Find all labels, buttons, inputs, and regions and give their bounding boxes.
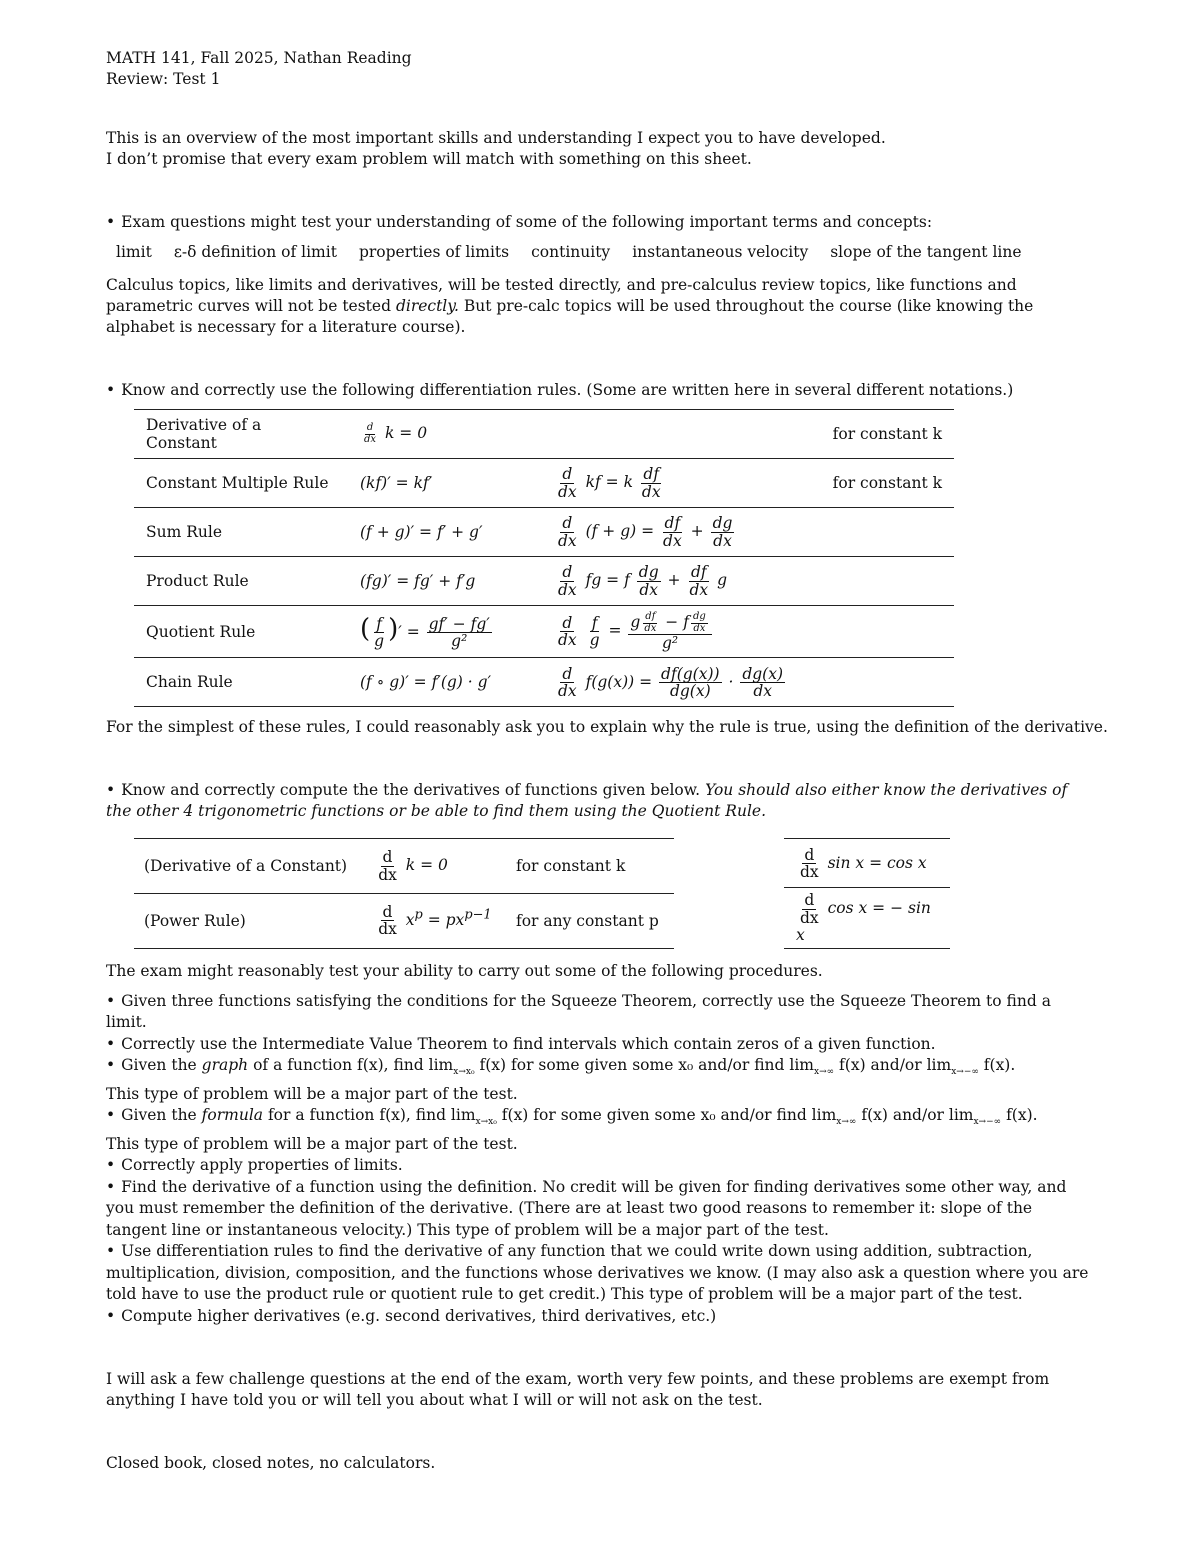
- rule-name: Derivative of a Constant: [146, 416, 262, 452]
- rule-name: Constant Multiple Rule: [146, 474, 329, 492]
- calc-topics-paragraph: Calculus topics, like limits and derivatives, will be tested directly, and pre-calculus review topics, like functions and parametric curves will not be tested directly. But pre-calc topics will be used throughout the course (like knowing the alphabet is necessary for a literature course).: [106, 276, 1034, 336]
- table-row: [134, 508, 954, 557]
- table-row: [134, 459, 954, 508]
- terms-heading: • Exam questions might test your understanding of some of the following important terms and concepts:: [106, 212, 1096, 233]
- intro-line-2: I don’t promise that every exam problem will match with something on this sheet.: [106, 150, 752, 168]
- deriv-name: (Power Rule): [144, 911, 246, 930]
- deriv-formula: $\frac{d}{dx}$ k = 0: [378, 848, 448, 884]
- procedure-item: • Correctly use the Intermediate Value Theorem to find intervals which contain zeros of a given function.: [106, 1034, 1096, 1056]
- deriv-name: (Derivative of a Constant): [144, 857, 348, 876]
- rule-formula-prime: (f ∘ g)′ = f′(g) · g′: [360, 673, 492, 692]
- table-row: [784, 839, 950, 888]
- procedure-item: • Given the graph of a function f(x), find $\lim_{x\to x_0} f(x)$ for some given some x₀ and/or find $\lim_{x\to\infty} f(x)$ and/or $\lim_{x\to-\infty} f(x)$. This type of problem will be a major part of the test.: [106, 1055, 1096, 1105]
- rule-formula-prime: ( $\frac{f}{g}$ )′ = $\frac{gf' - fg'}{\text{g²}}$: [360, 613, 490, 651]
- rule-formula-prime: (fg)′ = fg′ + f′g: [360, 572, 476, 590]
- table-row: [134, 606, 954, 658]
- term-item: properties of limits: [358, 243, 510, 261]
- rule-formula-leibniz: [542, 410, 796, 459]
- table-row: [784, 888, 950, 949]
- rule-note: for constant k: [832, 425, 942, 443]
- procedure-item: • Correctly apply properties of limits.: [106, 1155, 1096, 1177]
- procedures-intro: The exam might reasonably test your ability to carry out some of the following procedures.: [106, 961, 823, 980]
- rule-note: [796, 557, 954, 606]
- differentiation-rules-table: [134, 409, 954, 707]
- rule-note: for constant k: [832, 474, 942, 492]
- rule-name: Chain Rule: [146, 673, 233, 692]
- procedure-item: • Given the formula for a function f(x), find $\lim_{x\to x_0} f(x)$ for some given some x₀ and/or find $\lim_{x\to\infty} f(x)$ and/or $\lim_{x\to-\infty} f(x)$. This type of problem will be a major part of the test.: [106, 1105, 1096, 1155]
- term-item: continuity: [531, 243, 611, 261]
- closing-line: Closed book, closed notes, no calculators.: [106, 1454, 436, 1473]
- rule-name: Product Rule: [146, 572, 249, 590]
- rule-formula-prime: (kf)′ = kf′: [360, 474, 433, 492]
- derivatives-tables: [134, 838, 1096, 949]
- rule-note: [796, 606, 954, 658]
- deriv-note: for any constant p: [515, 911, 659, 930]
- trig-formula: $\frac{d}{dx}$ sin x = cos x: [800, 845, 927, 881]
- deriv-note: for constant k: [515, 857, 626, 876]
- table-row: [134, 658, 954, 707]
- procedure-item: • Given three functions satisfying the conditions for the Squeeze Theorem, correctly use the Squeeze Theorem to find a limit.: [106, 991, 1096, 1034]
- rule-formula-leibniz: $\frac{d}{dx}$ $\frac{f}{g}$ = g $\frac{df}{dx}$ − f $\frac{dg}{dx}$ g²: [542, 606, 796, 658]
- rule-name: Sum Rule: [146, 523, 223, 541]
- challenge-paragraph: I will ask a few challenge questions at the end of the exam, worth very few points, and these problems are exempt from anything I have told you or will tell you about what I will or will not ask on the test.: [106, 1370, 1050, 1410]
- rules-heading: • Know and correctly use the following differentiation rules. (Some are written here in several different notations.): [106, 380, 1096, 401]
- review-title: Review: Test 1: [106, 70, 221, 88]
- rules-footer: For the simplest of these rules, I could reasonably ask you to explain why the rule is true, using the definition of the derivative.: [106, 718, 1108, 737]
- deriv-formula: $\frac{d}{dx}$ $x^p = px^{p-1}$: [378, 903, 492, 939]
- term-item: instantaneous velocity: [632, 243, 809, 261]
- rule-formula-leibniz: $\frac{d}{dx}$ f(g(x)) = $\frac{df(g(x))}{dg(x)}$ · $\frac{dg(x)}{dx}$: [558, 664, 784, 700]
- table-row: [134, 839, 674, 894]
- table-row: [134, 557, 954, 606]
- procedure-item: • Use differentiation rules to find the derivative of any function that we could write down using addition, subtraction, multiplication, division, composition, and the functions whose derivatives we know. (I may also ask a question where you are told have to use the product rule or quotient rule to get credit.) This type of problem will be a major part of the test.: [106, 1241, 1096, 1306]
- rule-formula-leibniz: $\frac{d}{dx}$ kf = k $\frac{df}{dx}$: [558, 465, 661, 501]
- rule-formula-prime: $\frac{d}{dx}$ k = 0: [364, 422, 428, 445]
- rule-formula-leibniz: $\frac{d}{dx}$ fg = f $\frac{dg}{dx}$ + $\frac{df}{dx}$ g: [558, 563, 727, 599]
- derivs-heading: • Know and correctly compute the the derivatives of functions given below. You should also either know the derivatives of the other 4 trigonometric functions or be able to find them using the Quotient Rule.: [106, 780, 1096, 822]
- rule-formula-prime: (f + g)′ = f′ + g′: [360, 523, 483, 541]
- procedure-item: • Find the derivative of a function using the definition. No credit will be given for finding derivatives some other way, and you must remember the definition of the derivative. (There are at least two good reasons to remember it: slope of the tangent line or instantaneous velocity.) This type of problem will be a major part of the test.: [106, 1177, 1096, 1242]
- term-item: limit: [116, 243, 152, 261]
- document-page: [106, 48, 1108, 1474]
- rule-formula-leibniz: $\frac{d}{dx}$ (f + g) = $\frac{df}{dx}$ + $\frac{dg}{dx}$: [558, 514, 733, 550]
- table-row: [134, 894, 674, 949]
- table-row: [134, 410, 954, 459]
- terms-list: [116, 243, 1096, 261]
- basic-derivatives-table: [134, 838, 674, 949]
- procedure-item: • Compute higher derivatives (e.g. second derivatives, third derivatives, etc.): [106, 1306, 1096, 1328]
- trig-formula: $\frac{d}{dx}$ cos x = − sin x: [796, 891, 931, 944]
- term-item: ε-δ definition of limit: [173, 243, 337, 261]
- intro-line-1: This is an overview of the most important skills and understanding I expect you to have developed.: [106, 129, 886, 147]
- course-header: MATH 141, Fall 2025, Nathan Reading: [106, 49, 412, 67]
- rule-name: Quotient Rule: [146, 622, 256, 641]
- term-item: slope of the tangent line: [830, 243, 1022, 261]
- rule-note: [796, 508, 954, 557]
- trig-derivatives-table: [784, 838, 950, 949]
